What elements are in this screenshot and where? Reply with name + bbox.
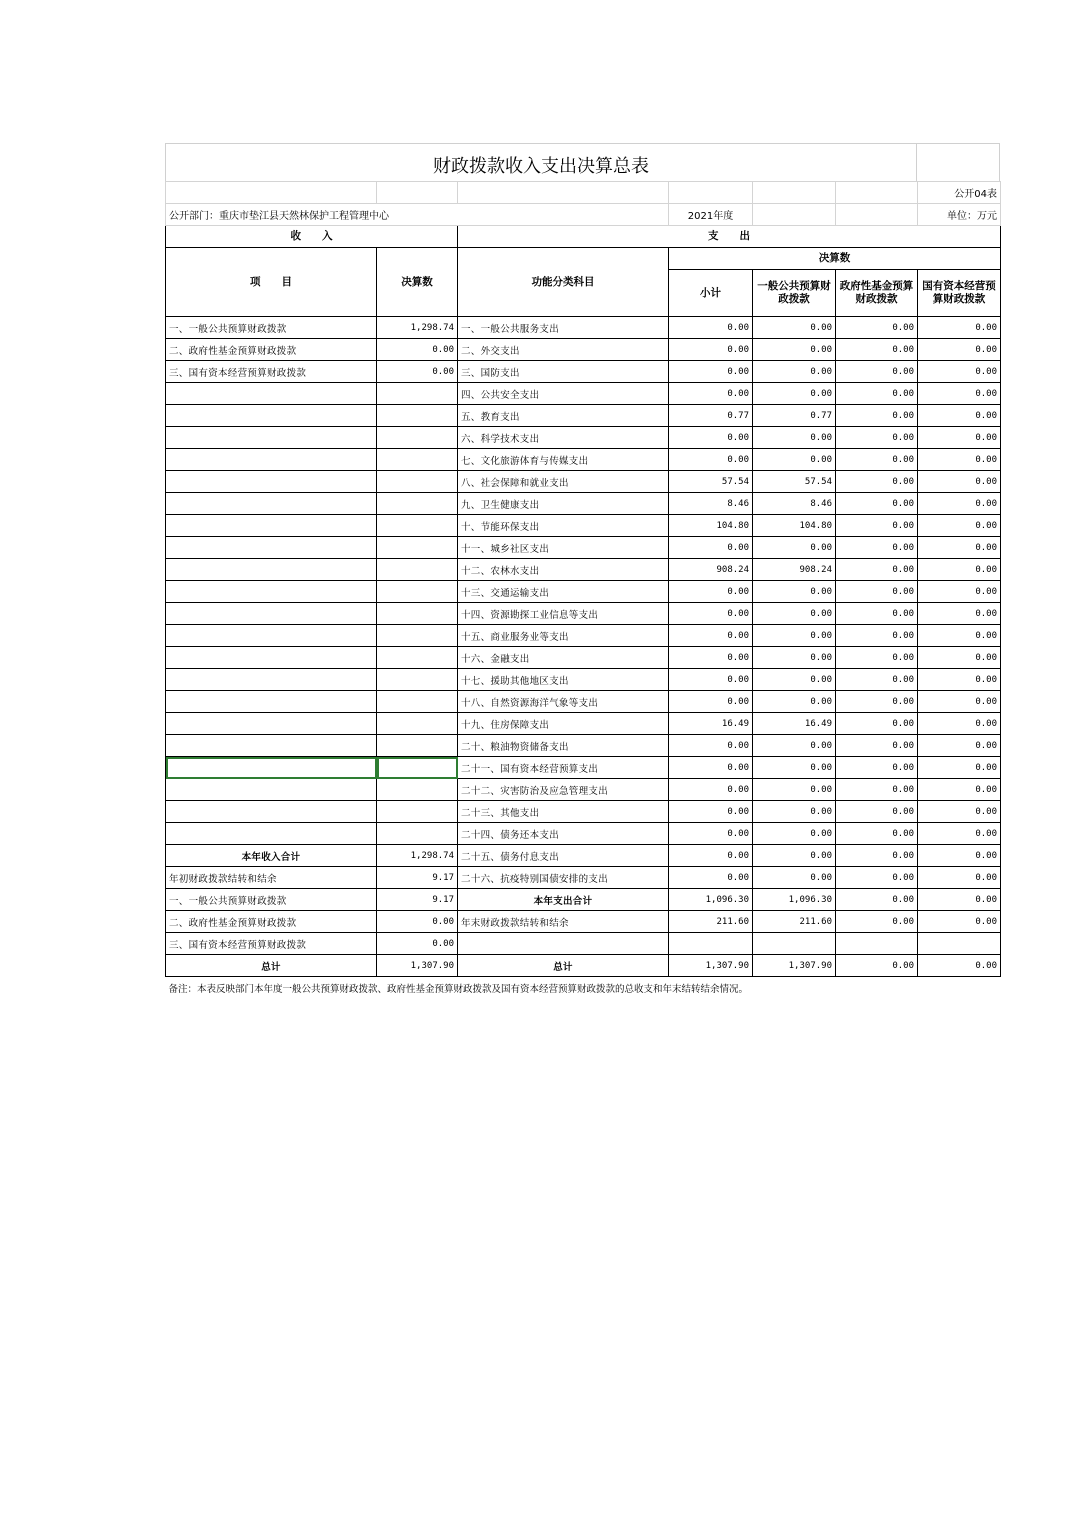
income-item-cell[interactable]: 三、国有资本经营预算财政拨款 <box>166 361 377 383</box>
expense-item-cell[interactable]: 年末财政拨款结转和结余 <box>458 911 669 933</box>
subtotal-cell[interactable]: 0.00 <box>669 647 753 669</box>
gov-fund-cell[interactable]: 0.00 <box>836 625 918 647</box>
income-amount-cell[interactable]: 0.00 <box>377 911 458 933</box>
state-capital-header: 国有资本经营预算财政拨款 <box>918 270 1001 317</box>
table-row <box>166 449 1001 471</box>
gov-fund-cell[interactable]: 0.00 <box>836 471 918 493</box>
gov-fund-cell[interactable]: 0.00 <box>836 735 918 757</box>
expense-item-cell[interactable]: 九、卫生健康支出 <box>458 493 669 515</box>
income-item-cell[interactable] <box>166 581 377 603</box>
budget-table <box>165 181 1001 998</box>
income-amount-cell[interactable] <box>377 581 458 603</box>
gov-fund-cell[interactable]: 0.00 <box>836 427 918 449</box>
state-capital-cell[interactable]: 0.00 <box>918 339 1001 361</box>
expense-item-cell[interactable]: 十二、农林水支出 <box>458 559 669 581</box>
expense-item-cell[interactable]: 十四、资源勘探工业信息等支出 <box>458 603 669 625</box>
subtotal-cell[interactable]: 8.46 <box>669 493 753 515</box>
income-amount-cell[interactable]: 0.00 <box>377 933 458 955</box>
general-cell[interactable]: 8.46 <box>753 493 836 515</box>
table-row <box>166 493 1001 515</box>
form-number: 公开04表 <box>918 182 1001 204</box>
subtotal-cell[interactable]: 0.00 <box>669 603 753 625</box>
state-capital-cell[interactable]: 0.00 <box>918 647 1001 669</box>
state-capital-cell[interactable]: 0.00 <box>918 427 1001 449</box>
expense-item-cell[interactable]: 八、社会保障和就业支出 <box>458 471 669 493</box>
gov-fund-cell[interactable]: 0.00 <box>836 691 918 713</box>
table-row <box>166 317 1001 339</box>
income-amount-cell[interactable]: 9.17 <box>377 867 458 889</box>
income-amount-cell[interactable] <box>377 493 458 515</box>
table-row <box>166 757 1001 779</box>
general-cell[interactable]: 211.60 <box>753 911 836 933</box>
subtotal-cell[interactable]: 0.00 <box>669 669 753 691</box>
income-item-cell[interactable] <box>166 801 377 823</box>
cell[interactable] <box>166 182 377 204</box>
income-amount-cell[interactable]: 1,307.90 <box>377 955 458 977</box>
income-amount-cell[interactable] <box>377 471 458 493</box>
state-capital-cell[interactable]: 0.00 <box>918 823 1001 845</box>
state-capital-cell[interactable]: 0.00 <box>918 493 1001 515</box>
state-capital-cell[interactable]: 0.00 <box>918 889 1001 911</box>
general-cell[interactable]: 16.49 <box>753 713 836 735</box>
table-row <box>166 559 1001 581</box>
gov-fund-cell[interactable]: 0.00 <box>836 955 918 977</box>
income-item-cell[interactable] <box>166 471 377 493</box>
income-amount-cell[interactable] <box>377 405 458 427</box>
income-item-cell[interactable] <box>166 603 377 625</box>
state-capital-cell[interactable]: 0.00 <box>918 691 1001 713</box>
table-row <box>166 867 1001 889</box>
expense-item-cell[interactable]: 总计 <box>458 955 669 977</box>
income-amount-cell[interactable] <box>377 449 458 471</box>
subtotal-cell[interactable]: 0.00 <box>669 339 753 361</box>
gov-fund-cell[interactable]: 0.00 <box>836 845 918 867</box>
general-cell[interactable]: 0.77 <box>753 405 836 427</box>
income-amount-cell[interactable] <box>377 515 458 537</box>
state-capital-cell[interactable]: 0.00 <box>918 383 1001 405</box>
cell[interactable] <box>836 182 918 204</box>
gov-fund-cell[interactable]: 0.00 <box>836 515 918 537</box>
income-item-cell[interactable] <box>166 493 377 515</box>
state-capital-cell[interactable]: 0.00 <box>918 779 1001 801</box>
subtotal-cell[interactable]: 0.00 <box>669 801 753 823</box>
expense-item-cell[interactable]: 三、国防支出 <box>458 361 669 383</box>
state-capital-cell[interactable]: 0.00 <box>918 669 1001 691</box>
income-amount-cell[interactable] <box>377 427 458 449</box>
state-capital-cell[interactable]: 0.00 <box>918 801 1001 823</box>
cell[interactable] <box>753 204 836 226</box>
state-capital-cell[interactable]: 0.00 <box>918 449 1001 471</box>
cell[interactable] <box>753 182 836 204</box>
general-cell[interactable] <box>753 933 836 955</box>
income-amount-cell[interactable]: 0.00 <box>377 361 458 383</box>
gov-fund-cell[interactable]: 0.00 <box>836 383 918 405</box>
general-cell[interactable]: 0.00 <box>753 757 836 779</box>
general-cell[interactable]: 0.00 <box>753 867 836 889</box>
state-capital-cell[interactable]: 0.00 <box>918 735 1001 757</box>
page-title: 财政拨款收入支出决算总表 <box>433 156 649 177</box>
subtotal-cell[interactable]: 0.00 <box>669 867 753 889</box>
expense-item-cell[interactable]: 十一、城乡社区支出 <box>458 537 669 559</box>
amount-header: 决算数 <box>377 248 458 317</box>
subtotal-cell[interactable]: 0.00 <box>669 779 753 801</box>
gov-fund-cell[interactable]: 0.00 <box>836 603 918 625</box>
income-item-cell[interactable] <box>166 383 377 405</box>
income-item-cell[interactable] <box>166 537 377 559</box>
gov-fund-cell[interactable]: 0.00 <box>836 405 918 427</box>
expense-item-cell[interactable]: 十三、交通运输支出 <box>458 581 669 603</box>
subtotal-cell[interactable]: 104.80 <box>669 515 753 537</box>
table-row <box>166 933 1001 955</box>
gov-fund-cell[interactable]: 0.00 <box>836 559 918 581</box>
table-row <box>166 581 1001 603</box>
table-row <box>166 361 1001 383</box>
gov-fund-cell[interactable] <box>836 933 918 955</box>
state-capital-cell[interactable]: 0.00 <box>918 471 1001 493</box>
cell[interactable] <box>836 204 918 226</box>
subtotal-cell[interactable]: 908.24 <box>669 559 753 581</box>
general-cell[interactable]: 57.54 <box>753 471 836 493</box>
expense-item-cell[interactable]: 六、科学技术支出 <box>458 427 669 449</box>
state-capital-cell[interactable]: 0.00 <box>918 845 1001 867</box>
subtotal-cell[interactable]: 0.00 <box>669 625 753 647</box>
subtotal-cell[interactable]: 16.49 <box>669 713 753 735</box>
income-item-cell[interactable]: 年初财政拨款结转和结余 <box>166 867 377 889</box>
gov-fund-cell[interactable]: 0.00 <box>836 669 918 691</box>
income-item-cell[interactable] <box>166 823 377 845</box>
subtotal-cell[interactable]: 57.54 <box>669 471 753 493</box>
gov-fund-cell[interactable]: 0.00 <box>836 317 918 339</box>
table-row <box>166 735 1001 757</box>
income-amount-cell[interactable] <box>377 603 458 625</box>
general-cell[interactable]: 0.00 <box>753 317 836 339</box>
state-capital-cell[interactable]: 0.00 <box>918 537 1001 559</box>
table-row <box>166 537 1001 559</box>
state-capital-cell[interactable]: 0.00 <box>918 405 1001 427</box>
gov-fund-cell[interactable]: 0.00 <box>836 339 918 361</box>
expense-item-cell[interactable]: 二、外交支出 <box>458 339 669 361</box>
income-header: 收 入 <box>166 226 458 248</box>
income-amount-cell[interactable] <box>377 779 458 801</box>
expense-item-cell[interactable]: 五、教育支出 <box>458 405 669 427</box>
subtotal-cell[interactable]: 1,096.30 <box>669 889 753 911</box>
income-amount-cell[interactable]: 0.00 <box>377 339 458 361</box>
state-capital-cell[interactable]: 0.00 <box>918 515 1001 537</box>
income-amount-cell[interactable] <box>377 713 458 735</box>
general-cell[interactable]: 0.00 <box>753 691 836 713</box>
subtotal-cell[interactable]: 0.00 <box>669 361 753 383</box>
state-capital-cell[interactable]: 0.00 <box>918 581 1001 603</box>
table-row <box>166 823 1001 845</box>
expense-item-cell[interactable]: 十九、住房保障支出 <box>458 713 669 735</box>
state-capital-cell[interactable]: 0.00 <box>918 867 1001 889</box>
general-cell[interactable]: 0.00 <box>753 647 836 669</box>
income-item-cell[interactable] <box>166 427 377 449</box>
subtotal-cell[interactable]: 0.00 <box>669 383 753 405</box>
expense-item-cell[interactable]: 本年支出合计 <box>458 889 669 911</box>
income-item-cell[interactable]: 本年收入合计 <box>166 845 377 867</box>
subtotal-cell[interactable]: 0.00 <box>669 537 753 559</box>
income-item-cell[interactable]: 一、一般公共预算财政拨款 <box>166 317 377 339</box>
expense-item-cell[interactable]: 二十一、国有资本经营预算支出 <box>458 757 669 779</box>
gov-fund-cell[interactable]: 0.00 <box>836 889 918 911</box>
gov-fund-cell[interactable]: 0.00 <box>836 867 918 889</box>
expense-item-cell[interactable]: 十、节能环保支出 <box>458 515 669 537</box>
income-item-cell[interactable]: 一、一般公共预算财政拨款 <box>166 889 377 911</box>
income-amount-cell[interactable] <box>377 625 458 647</box>
income-item-cell[interactable]: 二、政府性基金预算财政拨款 <box>166 911 377 933</box>
subtotal-cell[interactable]: 0.00 <box>669 823 753 845</box>
general-cell[interactable]: 0.00 <box>753 449 836 471</box>
state-capital-cell[interactable]: 0.00 <box>918 713 1001 735</box>
expense-item-cell[interactable]: 二十五、债务付息支出 <box>458 845 669 867</box>
department-label: 公开部门：重庆市垫江县天然林保护工程管理中心 <box>166 204 669 226</box>
expense-item-cell[interactable]: 十六、金融支出 <box>458 647 669 669</box>
general-cell[interactable]: 0.00 <box>753 779 836 801</box>
general-cell[interactable]: 0.00 <box>753 537 836 559</box>
table-row <box>166 801 1001 823</box>
state-capital-cell[interactable]: 0.00 <box>918 911 1001 933</box>
subtotal-cell[interactable] <box>669 933 753 955</box>
expense-item-cell[interactable] <box>458 933 669 955</box>
table-row <box>166 339 1001 361</box>
table-row <box>166 911 1001 933</box>
subtotal-cell[interactable]: 1,307.90 <box>669 955 753 977</box>
table-row <box>166 427 1001 449</box>
item-header: 项 目 <box>166 248 377 317</box>
subtotal-header: 小计 <box>669 270 753 317</box>
table-row <box>166 845 1001 867</box>
subtotal-cell[interactable]: 0.00 <box>669 449 753 471</box>
subtotal-cell[interactable]: 0.00 <box>669 845 753 867</box>
expense-item-cell[interactable]: 十七、援助其他地区支出 <box>458 669 669 691</box>
state-capital-cell[interactable]: 0.00 <box>918 361 1001 383</box>
income-item-cell[interactable] <box>166 691 377 713</box>
general-cell[interactable]: 0.00 <box>753 383 836 405</box>
income-amount-cell[interactable] <box>377 823 458 845</box>
table-row <box>166 779 1001 801</box>
gov-fund-cell[interactable]: 0.00 <box>836 757 918 779</box>
state-capital-cell[interactable]: 0.00 <box>918 625 1001 647</box>
income-item-cell[interactable] <box>166 405 377 427</box>
gov-fund-cell[interactable]: 0.00 <box>836 823 918 845</box>
table-row <box>166 405 1001 427</box>
table-row <box>166 625 1001 647</box>
subtotal-cell[interactable]: 0.00 <box>669 427 753 449</box>
table-row <box>166 515 1001 537</box>
selected-cell[interactable] <box>377 757 458 779</box>
subtotal-cell[interactable]: 0.00 <box>669 317 753 339</box>
table-row <box>166 383 1001 405</box>
income-amount-cell[interactable] <box>377 559 458 581</box>
income-item-cell[interactable] <box>166 559 377 581</box>
income-item-cell[interactable]: 三、国有资本经营预算财政拨款 <box>166 933 377 955</box>
income-item-cell[interactable] <box>166 757 377 779</box>
state-capital-cell[interactable]: 0.00 <box>918 317 1001 339</box>
unit-label: 单位：万元 <box>918 204 1001 226</box>
table-row <box>166 647 1001 669</box>
income-item-cell[interactable] <box>166 713 377 735</box>
income-item-cell[interactable]: 总计 <box>166 955 377 977</box>
gov-fund-cell[interactable]: 0.00 <box>836 537 918 559</box>
expense-item-cell[interactable]: 十八、自然资源海洋气象等支出 <box>458 691 669 713</box>
state-capital-cell[interactable]: 0.00 <box>918 955 1001 977</box>
title-row <box>165 143 1000 181</box>
table-row <box>166 889 1001 911</box>
footnote: 备注：本表反映部门本年度一般公共预算财政拨款、政府性基金预算财政拨款及国有资本经营预算财政拨款的总收支和年末结转结余情况。 <box>166 977 1001 999</box>
gov-fund-cell[interactable]: 0.00 <box>836 581 918 603</box>
general-cell[interactable]: 0.00 <box>753 625 836 647</box>
income-item-cell[interactable] <box>166 625 377 647</box>
gov-fund-cell[interactable]: 0.00 <box>836 449 918 471</box>
general-cell[interactable]: 0.00 <box>753 845 836 867</box>
expense-item-cell[interactable]: 七、文化旅游体育与传媒支出 <box>458 449 669 471</box>
cell[interactable] <box>458 182 669 204</box>
table-row <box>166 691 1001 713</box>
state-capital-cell[interactable] <box>918 933 1001 955</box>
gov-fund-cell[interactable]: 0.00 <box>836 801 918 823</box>
income-amount-cell[interactable] <box>377 691 458 713</box>
general-cell[interactable]: 104.80 <box>753 515 836 537</box>
expense-item-cell[interactable]: 二十、粮油物资储备支出 <box>458 735 669 757</box>
subtotal-cell[interactable]: 0.00 <box>669 691 753 713</box>
general-cell[interactable]: 1,307.90 <box>753 955 836 977</box>
subtotal-cell[interactable]: 0.77 <box>669 405 753 427</box>
income-amount-cell[interactable]: 1,298.74 <box>377 845 458 867</box>
general-cell[interactable]: 0.00 <box>753 581 836 603</box>
gov-fund-cell[interactable]: 0.00 <box>836 493 918 515</box>
income-amount-cell[interactable] <box>377 735 458 757</box>
income-item-cell[interactable] <box>166 449 377 471</box>
table-row <box>166 713 1001 735</box>
expense-item-cell[interactable]: 一、一般公共服务支出 <box>458 317 669 339</box>
state-capital-cell[interactable]: 0.00 <box>918 757 1001 779</box>
income-amount-cell[interactable] <box>377 669 458 691</box>
general-cell[interactable]: 908.24 <box>753 559 836 581</box>
general-cell[interactable]: 0.00 <box>753 669 836 691</box>
gov-fund-cell[interactable]: 0.00 <box>836 911 918 933</box>
gov-fund-cell[interactable]: 0.00 <box>836 713 918 735</box>
income-item-cell[interactable] <box>166 515 377 537</box>
expense-item-cell[interactable]: 二十二、灾害防治及应急管理支出 <box>458 779 669 801</box>
table-row <box>166 955 1001 977</box>
income-amount-cell[interactable] <box>377 537 458 559</box>
table-row <box>166 669 1001 691</box>
gov-fund-cell[interactable]: 0.00 <box>836 779 918 801</box>
fiscal-year: 2021年度 <box>669 204 753 226</box>
gov-fund-cell[interactable]: 0.00 <box>836 361 918 383</box>
expense-header: 支 出 <box>458 226 1001 248</box>
general-budget-header: 一般公共预算财政拨款 <box>753 270 836 317</box>
gov-fund-header: 政府性基金预算财政拨款 <box>836 270 918 317</box>
income-item-cell[interactable] <box>166 669 377 691</box>
subtotal-cell[interactable]: 211.60 <box>669 911 753 933</box>
general-cell[interactable]: 0.00 <box>753 427 836 449</box>
general-cell[interactable]: 0.00 <box>753 603 836 625</box>
income-item-cell[interactable] <box>166 779 377 801</box>
income-amount-cell[interactable] <box>377 801 458 823</box>
cell[interactable] <box>377 182 458 204</box>
function-class-header: 功能分类科目 <box>458 248 669 317</box>
income-amount-cell[interactable] <box>377 647 458 669</box>
income-amount-cell[interactable]: 1,298.74 <box>377 317 458 339</box>
spreadsheet <box>165 143 1000 998</box>
income-item-cell[interactable] <box>166 735 377 757</box>
gov-fund-cell[interactable]: 0.00 <box>836 647 918 669</box>
expense-item-cell[interactable]: 二十三、其他支出 <box>458 801 669 823</box>
income-amount-cell[interactable]: 9.17 <box>377 889 458 911</box>
income-item-cell[interactable]: 二、政府性基金预算财政拨款 <box>166 339 377 361</box>
general-cell[interactable]: 0.00 <box>753 361 836 383</box>
final-amount-header: 决算数 <box>669 248 1001 270</box>
income-amount-cell[interactable] <box>377 383 458 405</box>
expense-item-cell[interactable]: 二十四、债务还本支出 <box>458 823 669 845</box>
subtotal-cell[interactable]: 0.00 <box>669 757 753 779</box>
general-cell[interactable]: 1,096.30 <box>753 889 836 911</box>
subtotal-cell[interactable]: 0.00 <box>669 581 753 603</box>
table-row <box>166 471 1001 493</box>
state-capital-cell[interactable]: 0.00 <box>918 559 1001 581</box>
subtotal-cell[interactable]: 0.00 <box>669 735 753 757</box>
state-capital-cell[interactable]: 0.00 <box>918 603 1001 625</box>
income-item-cell[interactable] <box>166 647 377 669</box>
expense-item-cell[interactable]: 二十六、抗疫特别国债安排的支出 <box>458 867 669 889</box>
expense-item-cell[interactable]: 四、公共安全支出 <box>458 383 669 405</box>
cell[interactable] <box>669 182 753 204</box>
general-cell[interactable]: 0.00 <box>753 801 836 823</box>
table-row <box>166 603 1001 625</box>
general-cell[interactable]: 0.00 <box>753 735 836 757</box>
general-cell[interactable]: 0.00 <box>753 339 836 361</box>
general-cell[interactable]: 0.00 <box>753 823 836 845</box>
expense-item-cell[interactable]: 十五、商业服务业等支出 <box>458 625 669 647</box>
